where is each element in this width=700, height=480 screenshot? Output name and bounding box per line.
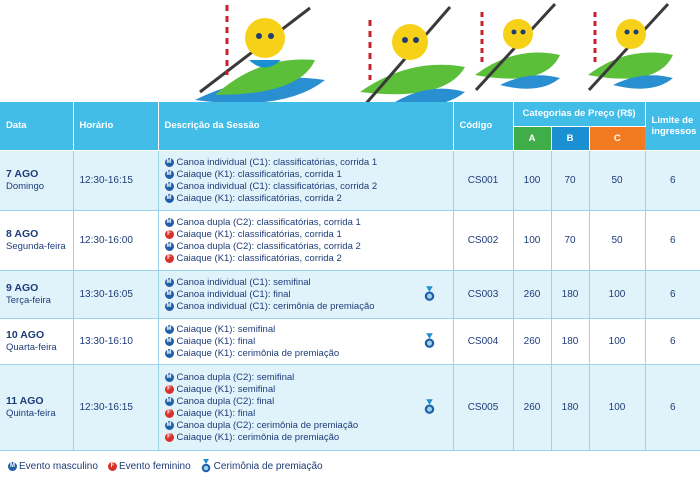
event-text: Canoa individual (C1): semifinal xyxy=(176,276,311,288)
price-b: 70 xyxy=(551,210,589,270)
male-event-icon: M xyxy=(166,171,172,177)
male-event-icon: M xyxy=(166,279,172,285)
header-category-a: A xyxy=(513,126,551,150)
event-line xyxy=(165,323,447,335)
session-description xyxy=(158,210,453,270)
session-weekday: Quinta-feira xyxy=(6,408,56,419)
male-event-icon: M xyxy=(166,195,172,201)
header-code: Código xyxy=(453,102,513,150)
male-event-icon: M xyxy=(166,291,172,297)
date-cell xyxy=(0,210,73,270)
event-line xyxy=(165,395,447,407)
male-event-icon: M xyxy=(166,338,172,344)
male-event-icon: M xyxy=(166,326,172,332)
male-event-icon: M xyxy=(166,422,172,428)
mascot-kayak-illustration xyxy=(185,0,335,110)
header-time: Horário xyxy=(73,102,158,150)
ticket-limit: 6 xyxy=(645,150,700,210)
session-weekday: Terça-feira xyxy=(6,295,51,306)
session-date: 9 AGO xyxy=(6,282,39,294)
event-line xyxy=(165,216,447,228)
event-text: Caiaque (K1): classificatórias, corrida 1 xyxy=(176,168,342,180)
event-text: Canoa dupla (C2): semifinal xyxy=(176,371,295,383)
ticket-limit: 6 xyxy=(645,318,700,364)
event-text: Canoa individual (C1): final xyxy=(176,288,291,300)
event-line xyxy=(165,240,447,252)
medal-icon xyxy=(424,286,435,302)
event-text: Caiaque (K1): classificatórias, corrida 2 xyxy=(176,252,342,264)
ticket-limit: 6 xyxy=(645,210,700,270)
event-text: Caiaque (K1): classificatórias, corrida 1 xyxy=(176,228,342,240)
female-event-icon: F xyxy=(165,385,174,394)
price-a: 260 xyxy=(513,270,551,318)
session-weekday: Segunda-feira xyxy=(6,241,66,252)
header-category-b: B xyxy=(551,126,589,150)
event-text: Canoa dupla (C2): cerimônia de premiação xyxy=(176,419,359,431)
female-event-icon: F xyxy=(165,433,174,442)
event-text: Canoa individual (C1): classificatórias, corrida 1 xyxy=(176,156,378,168)
event-line xyxy=(165,192,447,204)
male-event-icon: M xyxy=(166,159,172,165)
male-event-icon: M xyxy=(166,243,172,249)
event-line xyxy=(165,156,447,168)
legend xyxy=(8,459,333,473)
mascot-kayak-illustration xyxy=(470,0,565,95)
table-row xyxy=(0,210,700,270)
header-ticket-limit: Limite de ingressos xyxy=(645,102,700,150)
header-date: Data xyxy=(0,102,73,150)
ticket-limit: 6 xyxy=(645,270,700,318)
event-text: Caiaque (K1): final xyxy=(176,407,256,419)
event-line xyxy=(165,431,447,443)
table-row xyxy=(0,318,700,364)
session-description xyxy=(158,364,453,450)
price-c: 50 xyxy=(589,210,645,270)
event-line xyxy=(165,252,447,264)
price-a: 260 xyxy=(513,318,551,364)
session-date: 10 AGO xyxy=(6,329,45,341)
event-line xyxy=(165,407,447,419)
session-code: CS003 xyxy=(453,270,513,318)
male-event-icon: M xyxy=(166,350,172,356)
event-text: Canoa dupla (C2): final xyxy=(176,395,275,407)
event-line xyxy=(165,300,447,312)
legend-female xyxy=(108,461,191,472)
session-code: CS001 xyxy=(453,150,513,210)
price-c: 100 xyxy=(589,364,645,450)
male-event-icon: M xyxy=(166,219,172,225)
male-event-icon: M xyxy=(166,303,172,309)
event-text: Caiaque (K1): semifinal xyxy=(176,383,276,395)
session-description xyxy=(158,150,453,210)
event-text: Canoa individual (C1): cerimônia de premiação xyxy=(176,300,375,312)
session-code: CS005 xyxy=(453,364,513,450)
date-cell xyxy=(0,318,73,364)
event-text: Caiaque (K1): classificatórias, corrida 2 xyxy=(176,192,342,204)
event-line xyxy=(165,168,447,180)
session-weekday: Quarta-feira xyxy=(6,342,57,353)
header-description: Descrição da Sessão xyxy=(158,102,453,150)
price-c: 100 xyxy=(589,318,645,364)
male-event-icon: M xyxy=(166,398,172,404)
event-text: Caiaque (K1): semifinal xyxy=(176,323,276,335)
session-time: 13:30-16:05 xyxy=(73,270,158,318)
event-text: Caiaque (K1): cerimônia de premiação xyxy=(176,431,340,443)
ticket-limit: 6 xyxy=(645,364,700,450)
event-line xyxy=(165,383,447,395)
event-text: Canoa dupla (C2): classificatórias, corrida 2 xyxy=(176,240,361,252)
price-a: 100 xyxy=(513,150,551,210)
session-time: 13:30-16:10 xyxy=(73,318,158,364)
medal-icon xyxy=(424,399,435,415)
event-line xyxy=(165,335,447,347)
female-event-icon: F xyxy=(165,254,174,263)
session-date: 7 AGO xyxy=(6,168,39,180)
event-line xyxy=(165,276,447,288)
date-cell xyxy=(0,270,73,318)
event-line xyxy=(165,228,447,240)
session-date: 8 AGO xyxy=(6,228,39,240)
price-b: 180 xyxy=(551,364,589,450)
legend-female-label: Evento feminino xyxy=(118,460,191,472)
event-line xyxy=(165,347,447,359)
legend-medal-label: Cerimônia de premiação xyxy=(213,460,323,472)
session-date: 11 AGO xyxy=(6,395,44,407)
female-event-icon: F xyxy=(165,409,174,418)
event-text: Canoa dupla (C2): classificatórias, corrida 1 xyxy=(176,216,361,228)
header-price-categories: Categorias de Preço (R$) xyxy=(513,102,645,126)
session-schedule-table xyxy=(0,102,700,451)
male-event-icon: M xyxy=(166,183,172,189)
table-row xyxy=(0,270,700,318)
session-description xyxy=(158,270,453,318)
price-a: 100 xyxy=(513,210,551,270)
legend-male xyxy=(8,461,98,472)
session-time: 12:30-16:00 xyxy=(73,210,158,270)
female-event-icon: F xyxy=(108,462,117,471)
event-text: Caiaque (K1): final xyxy=(176,335,256,347)
date-cell xyxy=(0,364,73,450)
event-line xyxy=(165,288,447,300)
price-a: 260 xyxy=(513,364,551,450)
price-b: 70 xyxy=(551,150,589,210)
male-event-icon: M xyxy=(166,374,172,380)
table-row xyxy=(0,364,700,450)
event-text: Caiaque (K1): cerimônia de premiação xyxy=(176,347,340,359)
medal-icon xyxy=(424,333,435,349)
price-c: 50 xyxy=(589,150,645,210)
session-code: CS004 xyxy=(453,318,513,364)
mascot-kayak-illustration xyxy=(355,2,470,117)
header-category-c: C xyxy=(589,126,645,150)
event-line xyxy=(165,371,447,383)
event-line xyxy=(165,180,447,192)
price-b: 180 xyxy=(551,270,589,318)
date-cell xyxy=(0,150,73,210)
mascot-banner xyxy=(0,0,700,102)
price-c: 100 xyxy=(589,270,645,318)
session-time: 12:30-16:15 xyxy=(73,364,158,450)
session-weekday: Domingo xyxy=(6,181,45,192)
mascot-kayak-illustration xyxy=(583,0,678,95)
event-line xyxy=(165,419,447,431)
legend-male-label: Evento masculino xyxy=(19,460,98,472)
session-code: CS002 xyxy=(453,210,513,270)
session-description xyxy=(158,318,453,364)
table-row xyxy=(0,150,700,210)
medal-icon xyxy=(201,459,211,473)
event-text: Canoa individual (C1): classificatórias, corrida 2 xyxy=(176,180,378,192)
price-b: 180 xyxy=(551,318,589,364)
male-event-icon: M xyxy=(10,463,15,469)
female-event-icon: F xyxy=(165,230,174,239)
session-time: 12:30-16:15 xyxy=(73,150,158,210)
legend-medal xyxy=(201,459,323,473)
